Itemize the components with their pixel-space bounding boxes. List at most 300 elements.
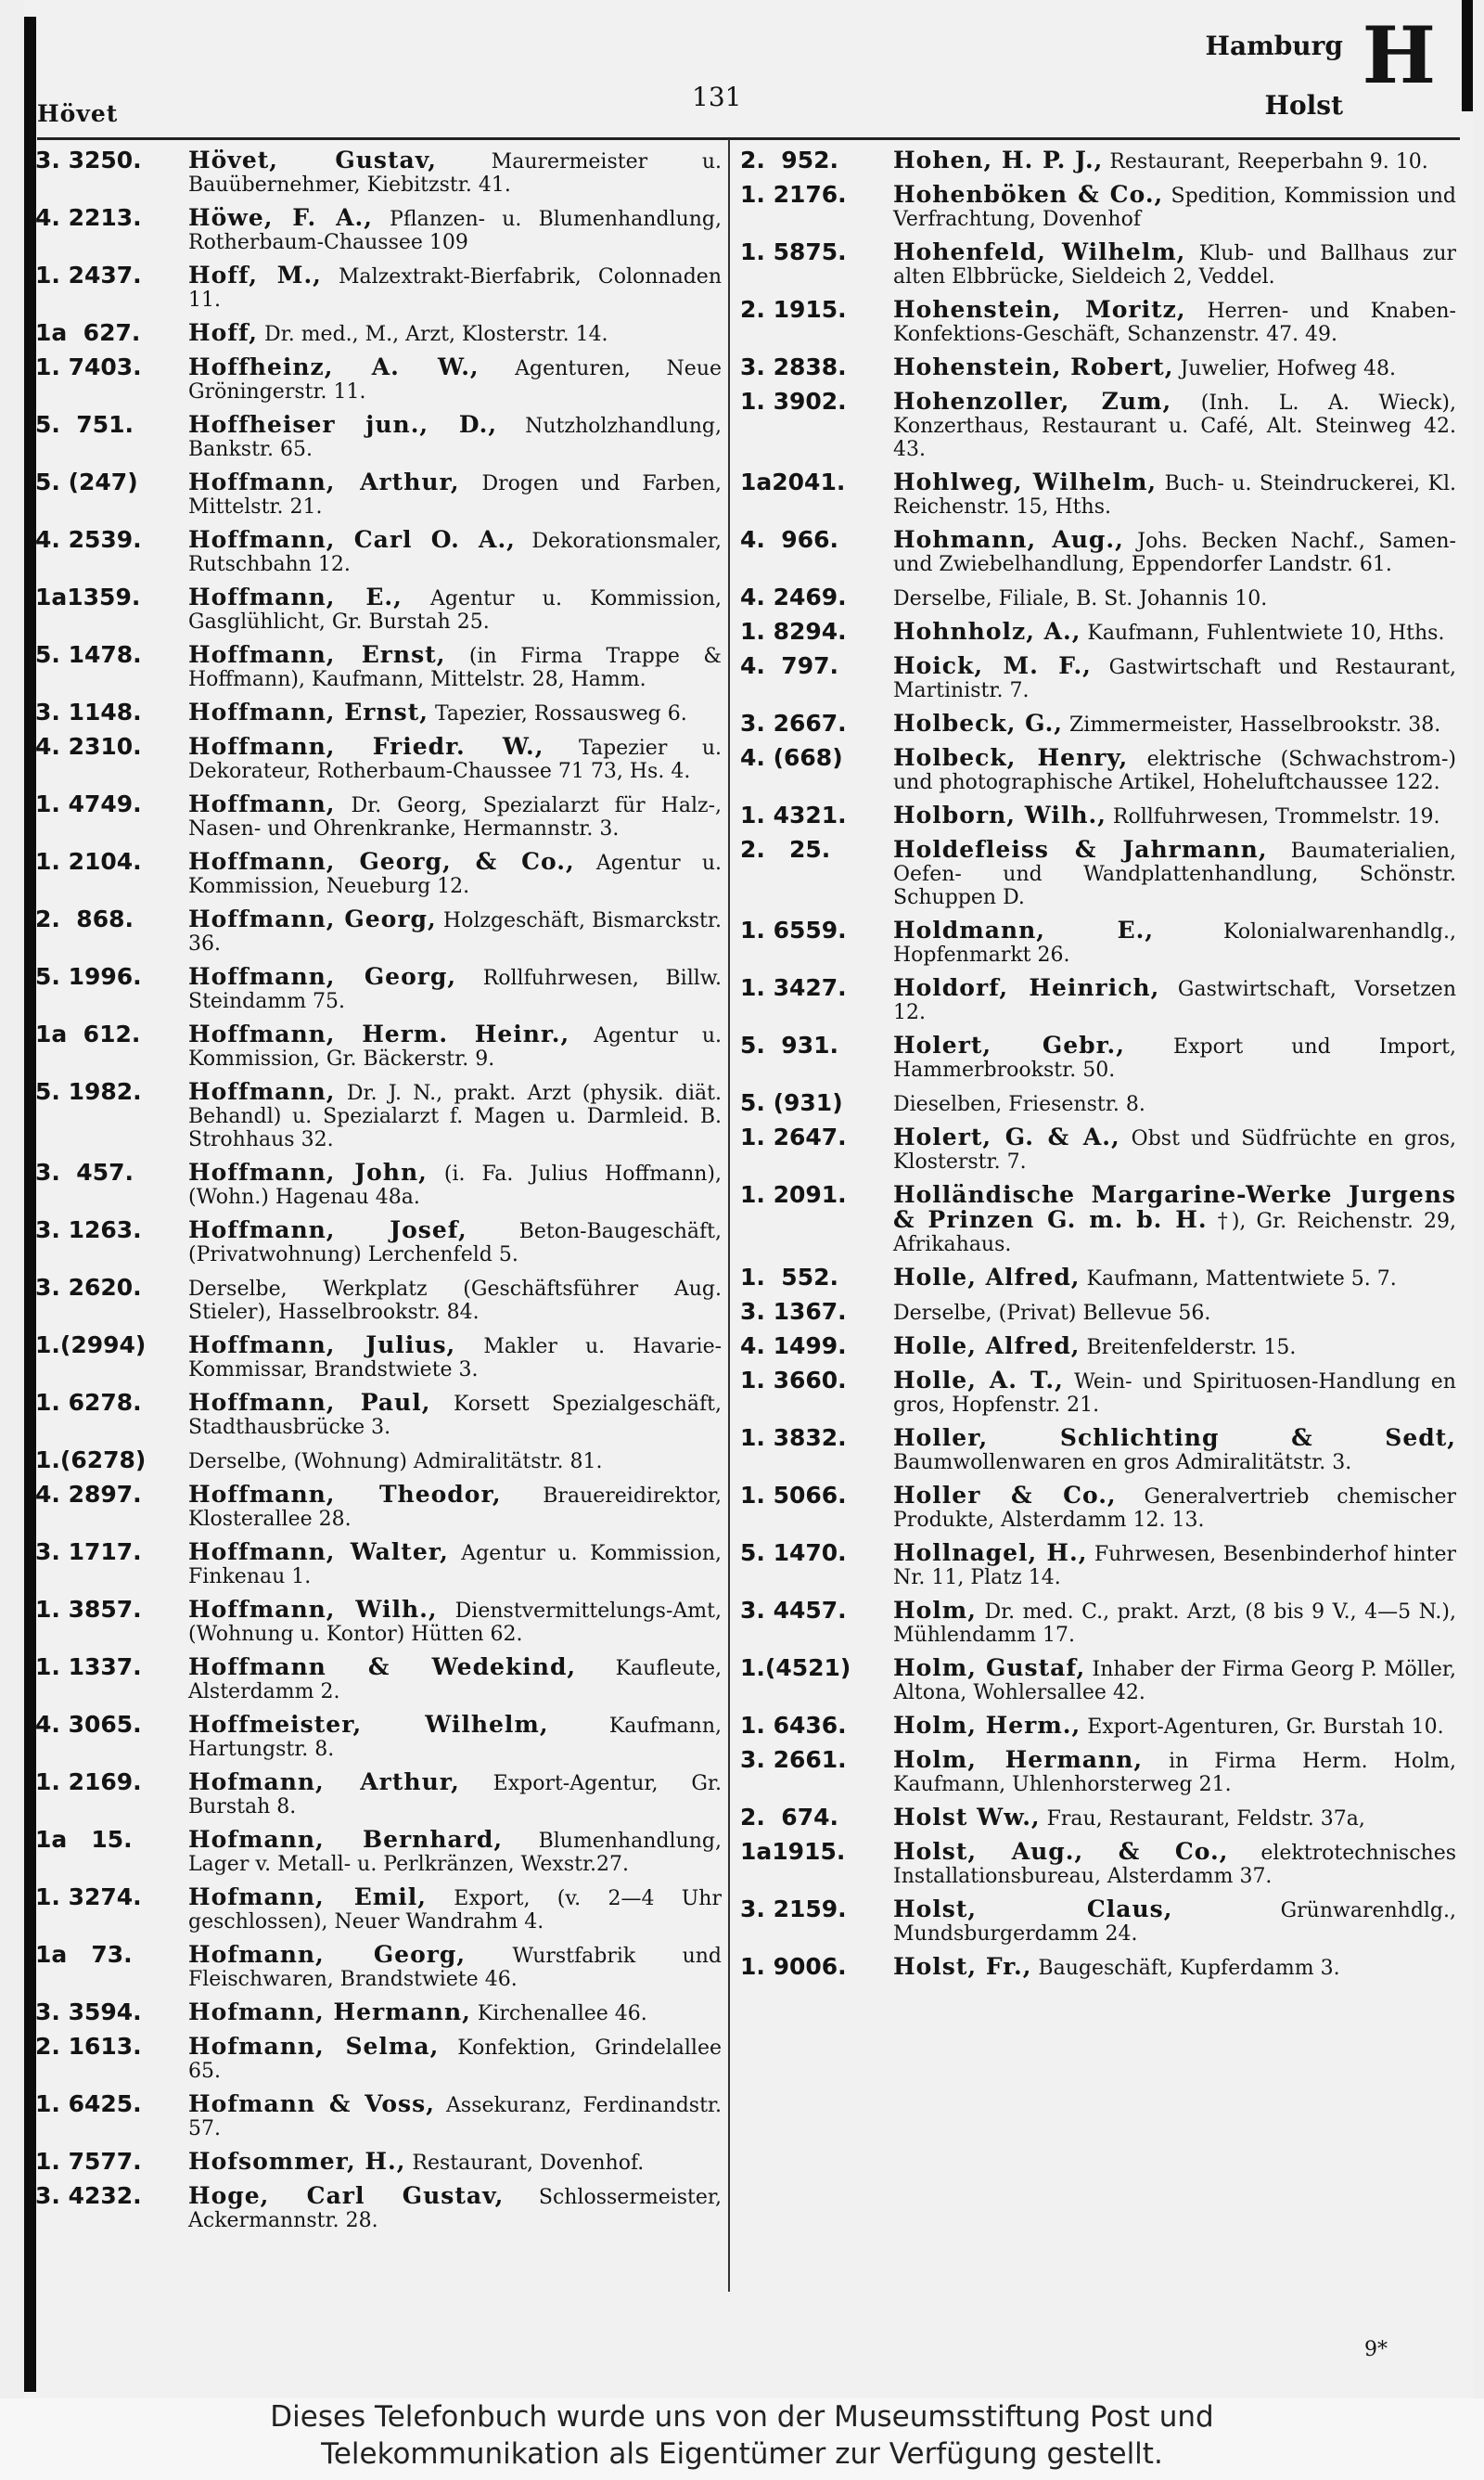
subscriber-name: Hoffmann & Wedekind,: [188, 1653, 577, 1680]
entry-details: Beton-Baugeschäft, (Privatwohnung) Lerchenfeld 5.: [188, 1220, 723, 1266]
subscriber-name: Hofmann, Georg,: [188, 1941, 467, 1968]
directory-entry: [35, 1483, 722, 1531]
directory-entry: [740, 1541, 1456, 1589]
subscriber-name: Hoffmann, Theodor,: [188, 1481, 502, 1508]
footer-line-1: Dieses Telefonbuch wurde uns von der Museumsstiftung Post und: [270, 2400, 1214, 2434]
page-number: 131: [692, 82, 742, 112]
directory-entry: [740, 1656, 1456, 1704]
header-keyword-left: Hövet: [37, 100, 119, 127]
directory-entry: [740, 1300, 1456, 1325]
directory-entry: [35, 470, 722, 519]
directory-entry: [35, 2092, 722, 2140]
entry-details: Restaurant, Reeperbahn 9. 10.: [1109, 150, 1428, 173]
subscriber-name: Holm,: [893, 1597, 977, 1624]
subscriber-name: Hövet, Gustav,: [188, 147, 437, 173]
directory-entry: [35, 850, 722, 898]
directory-entry: [740, 1748, 1456, 1796]
directory-entry: [740, 746, 1456, 794]
directory-entry: [740, 1034, 1456, 1082]
directory-entry: [740, 1426, 1456, 1474]
entry-body: [188, 1218, 722, 1266]
subscriber-name: Hohenfeld, Wilhelm,: [893, 238, 1186, 265]
entry-body: [893, 528, 1456, 576]
entry-body: [893, 746, 1456, 794]
entry-body: [893, 1541, 1456, 1589]
subscriber-name: Hoick, M. F.,: [893, 652, 1092, 679]
entry-details: Derselbe, Werkplatz (Geschäftsführer Aug. Stieler), Hasselbrookstr. 84.: [188, 1278, 722, 1324]
entry-details: Assekuranz, Ferdinandstr. 57.: [188, 2094, 722, 2140]
directory-entry: [35, 1080, 722, 1151]
entry-details: Grünwarenhdlg., Mundsburgerdamm 24.: [893, 1899, 1457, 1946]
phone-number: 1. 6425.: [35, 2090, 142, 2117]
phone-number: 4. 2539.: [35, 526, 142, 553]
entry-details: Schlossermeister, Ackermannstr. 28.: [188, 2186, 722, 2232]
entry-details: Breitenfelderstr. 15.: [1086, 1336, 1297, 1359]
entry-body: [893, 1125, 1456, 1174]
subscriber-name: Hoffmann, Arthur,: [188, 469, 460, 495]
directory-entry: [35, 2184, 722, 2232]
entry-body: [188, 1540, 722, 1588]
subscriber-name: Hohenzoller, Zum,: [893, 388, 1172, 415]
entry-body: [188, 355, 722, 404]
entry-details: Dr. Georg, Spezialarzt für Halz-, Nasen- und Ohrenkranke, Hermannstr. 3.: [188, 794, 722, 841]
phone-number: 3. 2838.: [740, 353, 847, 380]
entry-details: Holzgeschäft, Bismarckstr. 36.: [188, 909, 722, 956]
subscriber-name: Hofmann, Arthur,: [188, 1768, 460, 1795]
phone-number: 1. 1337.: [35, 1653, 142, 1680]
phone-number: 2. 1613.: [35, 2033, 142, 2060]
entry-body: [893, 1091, 1456, 1116]
entry-body: [188, 528, 722, 576]
phone-number: 1a2041.: [740, 469, 846, 495]
entry-details: Kirchenallee 46.: [477, 2002, 647, 2025]
entry-body: [188, 792, 722, 841]
phone-number: 1. 3427.: [740, 974, 847, 1001]
phone-number: 3. 3594.: [35, 1998, 142, 2025]
entry-body: [893, 1300, 1456, 1325]
subscriber-name: Hoffheinz, A. W.,: [188, 353, 480, 380]
directory-entry: [35, 355, 722, 404]
directory-entry: [35, 263, 722, 312]
phone-number: 1a1915.: [740, 1838, 846, 1865]
entry-body: [188, 2035, 722, 2083]
subscriber-name: Holst, Fr.,: [893, 1953, 1032, 1980]
entry-body: [893, 654, 1456, 702]
directory-entry: [740, 1805, 1456, 1831]
phone-number: 3. 2159.: [740, 1895, 847, 1922]
entry-body: [893, 803, 1456, 829]
left-column: [35, 139, 722, 2232]
entry-body: [188, 2000, 722, 2025]
subscriber-name: Hohenstein, Moritz,: [893, 296, 1186, 323]
phone-number: 3. 1148.: [35, 699, 142, 726]
entry-details: Derselbe, Filiale, B. St. Johannis 10.: [893, 587, 1268, 610]
entry-body: [893, 1955, 1456, 1980]
phone-number: 1. 6559.: [740, 917, 847, 944]
phone-number: 1. 4749.: [35, 790, 142, 817]
subscriber-name: Hofmann, Selma,: [188, 2033, 440, 2060]
corner-edge-rule: [1462, 0, 1473, 111]
subscriber-name: Hoff,: [188, 319, 258, 346]
subscriber-name: Holländische Margarine-Werke Jurgens & Prinzen G. m. b. H.: [893, 1181, 1456, 1233]
phone-number: 1.(2994): [35, 1331, 147, 1358]
entry-details: in Firma Herm. Holm, Kaufmann, Uhlenhorsterweg 21.: [893, 1750, 1456, 1796]
entry-body: [893, 1599, 1456, 1647]
entry-details: Pflanzen- u. Blumenhandlung, Rotherbaum-Chaussee 109: [188, 208, 722, 254]
entry-body: [188, 2092, 722, 2140]
entry-body: [893, 620, 1456, 645]
phone-number: 1. 8294.: [740, 618, 847, 645]
phone-number: 1a 15.: [35, 1826, 133, 1853]
phone-number: 3. 1717.: [35, 1538, 142, 1565]
directory-entry: [35, 735, 722, 783]
phone-number: 5. 1996.: [35, 963, 142, 990]
phone-number: 3. 2620.: [35, 1274, 142, 1301]
entry-body: [188, 1333, 722, 1381]
entry-details: Export-Agenturen, Gr. Burstah 10.: [1087, 1715, 1444, 1739]
entry-body: [893, 919, 1456, 967]
subscriber-name: Holle, Alfred,: [893, 1332, 1081, 1359]
entry-details: Kaufmann, Fuhlentwiete 10, Hths.: [1087, 622, 1445, 645]
directory-entry: [740, 1955, 1456, 1980]
phone-number: 3. 2661.: [740, 1746, 847, 1773]
phone-number: 1. 2104.: [35, 848, 142, 875]
phone-number: 4. 3065.: [35, 1711, 142, 1738]
entry-details: Kaufmann, Hartungstr. 8.: [188, 1715, 722, 1761]
entry-body: [188, 643, 722, 691]
phone-number: 1. 2091.: [740, 1181, 847, 1208]
directory-entry: [35, 2035, 722, 2083]
phone-number: 2. 674.: [740, 1804, 838, 1831]
directory-entry: [35, 1448, 722, 1473]
subscriber-name: Hoffmann, Friedr. W.,: [188, 733, 544, 760]
entry-body: [188, 470, 722, 519]
directory-entry: [35, 700, 722, 726]
directory-entry: [740, 1714, 1456, 1739]
phone-number: 1. 3902.: [740, 388, 847, 415]
subscriber-name: Hoge, Carl Gustav,: [188, 2182, 505, 2209]
entry-details: Gastwirtschaft und Restaurant, Martinistr. 7.: [893, 656, 1457, 702]
entry-details: Dieselben, Friesenstr. 8.: [893, 1093, 1145, 1116]
entry-body: [188, 585, 722, 634]
directory-entry: [35, 792, 722, 841]
entry-details: (Inh. L. A. Wieck), Konzerthaus, Restaurant u. Café, Alt. Steinweg 42. 43.: [893, 392, 1456, 461]
entry-details: Johs. Becken Nachf., Samen- und Zwiebelhandlung, Eppendorfer Landstr. 61.: [893, 530, 1456, 576]
subscriber-name: Holdorf, Heinrich,: [893, 974, 1160, 1001]
footer-line-2: Telekommunikation als Eigentümer zur Verfügung gestellt.: [321, 2437, 1163, 2471]
subscriber-name: Holst Ww.,: [893, 1804, 1041, 1831]
subscriber-name: Hoffmann, Ernst,: [188, 699, 429, 726]
subscriber-name: Hohmann, Aug.,: [893, 526, 1124, 553]
phone-number: 3. 1263.: [35, 1216, 142, 1243]
subscriber-name: Hofmann, Hermann,: [188, 1998, 471, 2025]
phone-number: 1. 3660.: [740, 1367, 847, 1394]
entry-details: Fuhrwesen, Besenbinderhof hinter Nr. 11, Platz 14.: [893, 1543, 1457, 1589]
entry-body: [893, 976, 1456, 1024]
entry-body: [893, 183, 1456, 231]
entry-body: [188, 1483, 722, 1531]
entry-details: Korsett Spezialgeschäft, Stadthausbrücke 3.: [188, 1393, 722, 1439]
entry-details: Generalvertrieb chemischer Produkte, Alsterdamm 12. 13.: [893, 1485, 1456, 1532]
phone-number: 5. (247): [35, 469, 138, 495]
entry-body: [893, 1656, 1456, 1704]
subscriber-name: Hofmann & Voss,: [188, 2090, 435, 2117]
directory-entry: [740, 1897, 1456, 1946]
phone-number: 1. 2176.: [740, 181, 847, 208]
entry-body: [188, 263, 722, 312]
phone-number: 2. 868.: [35, 906, 134, 932]
entry-body: [188, 2184, 722, 2232]
entry-body: [188, 1022, 722, 1071]
entry-details: Baumwollenwaren en gros Admiralitätstr. 3.: [893, 1451, 1352, 1474]
directory-entry: [35, 1770, 722, 1818]
subscriber-name: Hofmann, Bernhard,: [188, 1826, 504, 1853]
subscriber-name: Hoffheiser jun., D.,: [188, 411, 498, 438]
subscriber-name: Hofsommer, H.,: [188, 2148, 406, 2175]
directory-entry: [35, 2150, 722, 2175]
subscriber-name: Hohenstein, Robert,: [893, 353, 1174, 380]
directory-entry: [35, 206, 722, 254]
entry-body: [188, 2150, 722, 2175]
phone-number: 4. 2310.: [35, 733, 142, 760]
phone-number: 5. 1470.: [740, 1539, 847, 1566]
directory-entry: [740, 1266, 1456, 1291]
subscriber-name: Hoffmann, Ernst,: [188, 641, 446, 668]
entry-body: [893, 1334, 1456, 1359]
directory-entry: [740, 355, 1456, 380]
entry-details: Blumenhandlung, Lager v. Metall- u. Perlkränzen, Wexstr.27.: [188, 1830, 722, 1876]
directory-entry: [740, 390, 1456, 461]
entry-body: [893, 470, 1456, 519]
subscriber-name: Holert, G. & A.,: [893, 1124, 1120, 1150]
directory-entry: [740, 1091, 1456, 1116]
entry-body: [188, 321, 722, 346]
entry-body: [188, 965, 722, 1013]
entry-details: Baugeschäft, Kupferdamm 3.: [1038, 1957, 1340, 1980]
phone-number: 1. 6278.: [35, 1389, 142, 1416]
directory-page: [24, 0, 1473, 2398]
directory-entry: [740, 1484, 1456, 1532]
directory-entry: [35, 1943, 722, 1991]
phone-number: 4. 797.: [740, 652, 838, 679]
entry-body: [893, 1805, 1456, 1831]
phone-number: 1. 4321.: [740, 802, 847, 829]
entry-details: Wein- und Spirituosen-Handlung en gros, Hopfenstr. 21.: [893, 1370, 1456, 1417]
entry-body: [893, 1183, 1456, 1256]
phone-number: 3. 4457.: [740, 1597, 847, 1624]
entry-details: Export, (v. 2—4 Uhr geschlossen), Neuer Wandrahm 4.: [188, 1887, 722, 1934]
phone-number: 1. 3274.: [35, 1883, 142, 1910]
phone-number: 1. 3832.: [740, 1424, 847, 1451]
phone-number: 4. 966.: [740, 526, 838, 553]
phone-number: 1.(6278): [35, 1446, 147, 1473]
entry-details: Export-Agentur, Gr. Burstah 8.: [188, 1772, 722, 1818]
entry-body: [188, 1276, 722, 1324]
phone-number: 3. 3250.: [35, 147, 142, 173]
directory-entry: [740, 240, 1456, 289]
phone-number: 1.(4521): [740, 1654, 851, 1681]
entry-details: Baumaterialien, Oefen- und Wandplattenhandlung, Schönstr. Schuppen D.: [893, 840, 1457, 909]
entry-details: Kaufleute, Alsterdamm 2.: [188, 1657, 722, 1703]
directory-entry: [740, 585, 1456, 610]
entry-details: Rollfuhrwesen, Billw. Steindamm 75.: [188, 967, 722, 1013]
entry-body: [893, 1484, 1456, 1532]
directory-entry: [35, 1540, 722, 1588]
directory-entry: [35, 1391, 722, 1439]
phone-number: 1. 5066.: [740, 1482, 847, 1509]
subscriber-name: Hoffmann, Paul,: [188, 1389, 431, 1416]
directory-entry: [35, 1218, 722, 1266]
directory-entry: [35, 528, 722, 576]
subscriber-name: Holle, A. T.,: [893, 1367, 1064, 1394]
directory-entry: [35, 2000, 722, 2025]
entry-details: (in Firma Trappe & Hoffmann), Kaufmann, Mittelstr. 28, Hamm.: [188, 645, 723, 691]
subscriber-name: Holdmann, E.,: [893, 917, 1155, 944]
directory-entry: [740, 1368, 1456, 1417]
entry-body: [893, 1368, 1456, 1417]
header-range-top: Hamburg: [1205, 31, 1343, 61]
entry-body: [893, 1714, 1456, 1739]
subscriber-name: Hohnholz, A.,: [893, 618, 1081, 645]
right-column: [740, 139, 1456, 1980]
entry-body: [188, 1770, 722, 1818]
directory-entry: [35, 907, 722, 956]
entry-details: Rollfuhrwesen, Trommelstr. 19.: [1112, 805, 1440, 829]
entry-details: Agentur u. Kommission, Finkenau 1.: [188, 1542, 722, 1588]
directory-entry: [35, 1828, 722, 1876]
phone-number: 5. (931): [740, 1089, 843, 1116]
directory-entry: [740, 712, 1456, 737]
entry-details: Juwelier, Hofweg 48.: [1180, 357, 1396, 380]
directory-entry: [740, 1599, 1456, 1647]
directory-entry: [35, 1655, 722, 1703]
entry-details: Dienstvermittelungs-Amt, (Wohnung u. Kontor) Hütten 62.: [188, 1600, 722, 1646]
subscriber-name: Holm, Hermann,: [893, 1746, 1144, 1773]
directory-entry: [35, 1598, 722, 1646]
entry-body: [188, 735, 722, 783]
phone-number: 5. 931.: [740, 1032, 838, 1059]
entry-body: [188, 1448, 722, 1473]
entry-body: [893, 838, 1456, 909]
entry-body: [188, 1080, 722, 1151]
entry-details: †), Gr. Reichenstr. 29, Afrikahaus.: [893, 1210, 1457, 1256]
subscriber-name: Hoffmann, Josef,: [188, 1216, 467, 1243]
directory-entry: [740, 1183, 1456, 1256]
directory-entry: [35, 1333, 722, 1381]
directory-entry: [35, 1713, 722, 1761]
entry-body: [188, 1655, 722, 1703]
subscriber-name: Holst, Aug., & Co.,: [893, 1838, 1229, 1865]
entry-body: [893, 355, 1456, 380]
phone-number: 3. 4232.: [35, 2182, 142, 2209]
subscriber-name: Hoffmeister, Wilhelm,: [188, 1711, 549, 1738]
entry-details: Inhaber der Firma Georg P. Möller, Altona, Wohlersallee 42.: [893, 1658, 1456, 1704]
phone-number: 3. 1367.: [740, 1298, 847, 1325]
phone-number: 1. 3857.: [35, 1596, 142, 1623]
entry-body: [188, 850, 722, 898]
entry-details: Agentur u. Kommission, Neueburg 12.: [188, 852, 722, 898]
entry-body: [188, 1943, 722, 1991]
subscriber-name: Holler, Schlichting & Sedt,: [893, 1424, 1456, 1451]
directory-entry: [740, 1840, 1456, 1888]
entry-details: Gastwirtschaft, Vorsetzen 12.: [893, 978, 1456, 1024]
directory-entry: [740, 298, 1456, 346]
phone-number: 4. (668): [740, 744, 843, 771]
entry-body: [893, 1897, 1456, 1946]
entry-details: Drogen und Farben, Mittelstr. 21.: [188, 472, 722, 519]
subscriber-name: Holst, Claus,: [893, 1895, 1173, 1922]
header-range-bottom: Holst: [1264, 90, 1343, 121]
entry-details: Buch- u. Steindruckerei, Kl. Reichenstr. 15, Hths.: [893, 472, 1456, 519]
directory-entry: [740, 654, 1456, 702]
subscriber-name: Hoffmann,: [188, 790, 336, 817]
subscriber-name: Hohenböken & Co.,: [893, 181, 1164, 208]
entry-body: [188, 1885, 722, 1934]
column-divider: [728, 139, 730, 2292]
entry-details: Wurstfabrik und Fleischwaren, Brandstwiete 46.: [188, 1945, 722, 1991]
directory-entry: [35, 1022, 722, 1071]
phone-number: 2. 1915.: [740, 296, 847, 323]
directory-entry: [740, 838, 1456, 909]
directory-entry: [740, 183, 1456, 231]
subscriber-name: Holert, Gebr.,: [893, 1032, 1125, 1059]
entry-body: [893, 390, 1456, 461]
entry-details: Kolonialwarenhandlg., Hopfenmarkt 26.: [893, 920, 1456, 967]
directory-entry: [740, 919, 1456, 967]
subscriber-name: Hoff, M.,: [188, 262, 322, 289]
entry-details: Derselbe, (Privat) Bellevue 56.: [893, 1302, 1211, 1325]
phone-number: 2. 952.: [740, 147, 838, 173]
phone-number: 1. 6436.: [740, 1712, 847, 1739]
entry-body: [893, 298, 1456, 346]
subscriber-name: Holbeck, G.,: [893, 710, 1063, 737]
entry-details: Dekorationsmaler, Rutschbahn 12.: [188, 530, 722, 576]
entry-details: Konfektion, Grindelallee 65.: [188, 2037, 722, 2083]
entry-details: Export und Import, Hammerbrookstr. 50.: [893, 1035, 1456, 1082]
subscriber-name: Hoffmann, Julius,: [188, 1331, 456, 1358]
entry-details: Spedition, Kommission und Verfrachtung, Dovenhof: [893, 185, 1456, 231]
directory-entry: [740, 803, 1456, 829]
phone-number: 5. 751.: [35, 411, 134, 438]
subscriber-name: Hohlweg, Wilhelm,: [893, 469, 1158, 495]
subscriber-name: Hoffmann, Georg,: [188, 963, 457, 990]
phone-number: 1. 2169.: [35, 1768, 142, 1795]
entry-details: Herren- und Knaben-Konfektions-Geschäft, Schanzenstr. 47. 49.: [893, 300, 1456, 346]
entry-details: Derselbe, (Wohnung) Admiralitätstr. 81.: [188, 1450, 603, 1473]
phone-number: 4. 2469.: [740, 584, 847, 610]
phone-number: 1. 552.: [740, 1264, 838, 1291]
entry-body: [893, 1840, 1456, 1888]
entry-details: elektrotechnisches Installationsbureau, Alsterdamm 37.: [893, 1842, 1456, 1888]
entry-body: [893, 1266, 1456, 1291]
entry-details: Obst und Südfrüchte en gros, Klosterstr. 7.: [893, 1127, 1456, 1174]
entry-body: [188, 206, 722, 254]
directory-entry: [35, 148, 722, 197]
subscriber-name: Höwe, F. A.,: [188, 204, 373, 231]
signature-mark: 9*: [1364, 2338, 1388, 2361]
entry-body: [893, 712, 1456, 737]
directory-entry: [740, 528, 1456, 576]
entry-body: [188, 148, 722, 197]
phone-number: 1. 2647.: [740, 1124, 847, 1150]
header-range: [1206, 17, 1344, 135]
entry-details: Tapezier u. Dekorateur, Rotherbaum-Chaussee 71 73, Hs. 4.: [188, 737, 722, 783]
entry-body: [893, 1748, 1456, 1796]
directory-entry: [740, 1125, 1456, 1174]
phone-number: 1a 73.: [35, 1941, 133, 1968]
phone-number: 3. 2667.: [740, 710, 847, 737]
phone-number: 5. 1478.: [35, 641, 142, 668]
